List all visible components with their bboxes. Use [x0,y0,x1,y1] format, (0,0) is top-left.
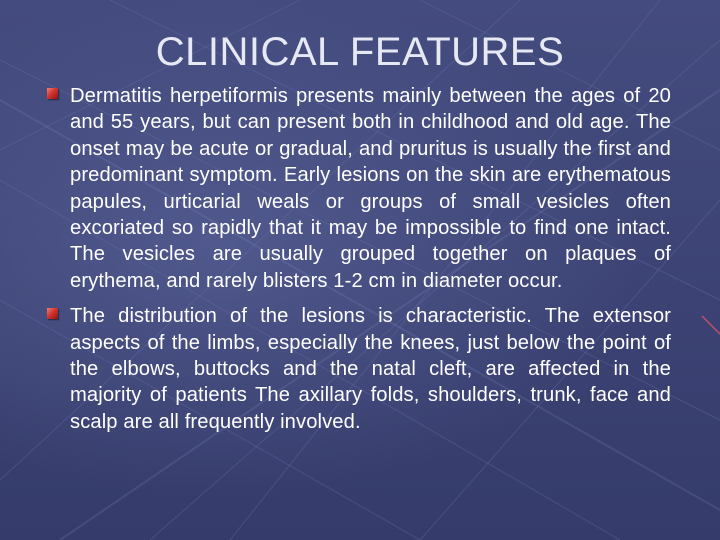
red-square-bullet-icon [47,308,58,319]
bullet-list [47,83,671,444]
bullet-text: The distribution of the lesions is characteristic. The extensor aspects of the limbs, especially the knees, just below the point of the elbows, buttocks and the natal cleft, are affected in the majority of patients The axillary folds, shoulders, trunk, face and scalp are all frequently involved. [70,305,671,433]
slide-title: CLINICAL FEATURES [155,30,565,74]
bullet-item [47,83,671,294]
bullet-text: Dermatitis herpetiformis presents mainly between the ages of 20 and 55 years, but can present both in childhood and old age. The onset may be acute or gradual, and pruritus is usually the first and predominant symptom. Early lesions on the skin are erythematous papules, urticarial weals or groups of small vesicles often excoriated so rapidly that it may be impossible to find one intact. The vesicles are usually grouped together on plaques of erythema, and rarely blisters 1-2 cm in diameter occur. [70,85,671,292]
accent-line [702,316,720,334]
red-square-bullet-icon [47,88,58,99]
bullet-item [47,303,671,435]
